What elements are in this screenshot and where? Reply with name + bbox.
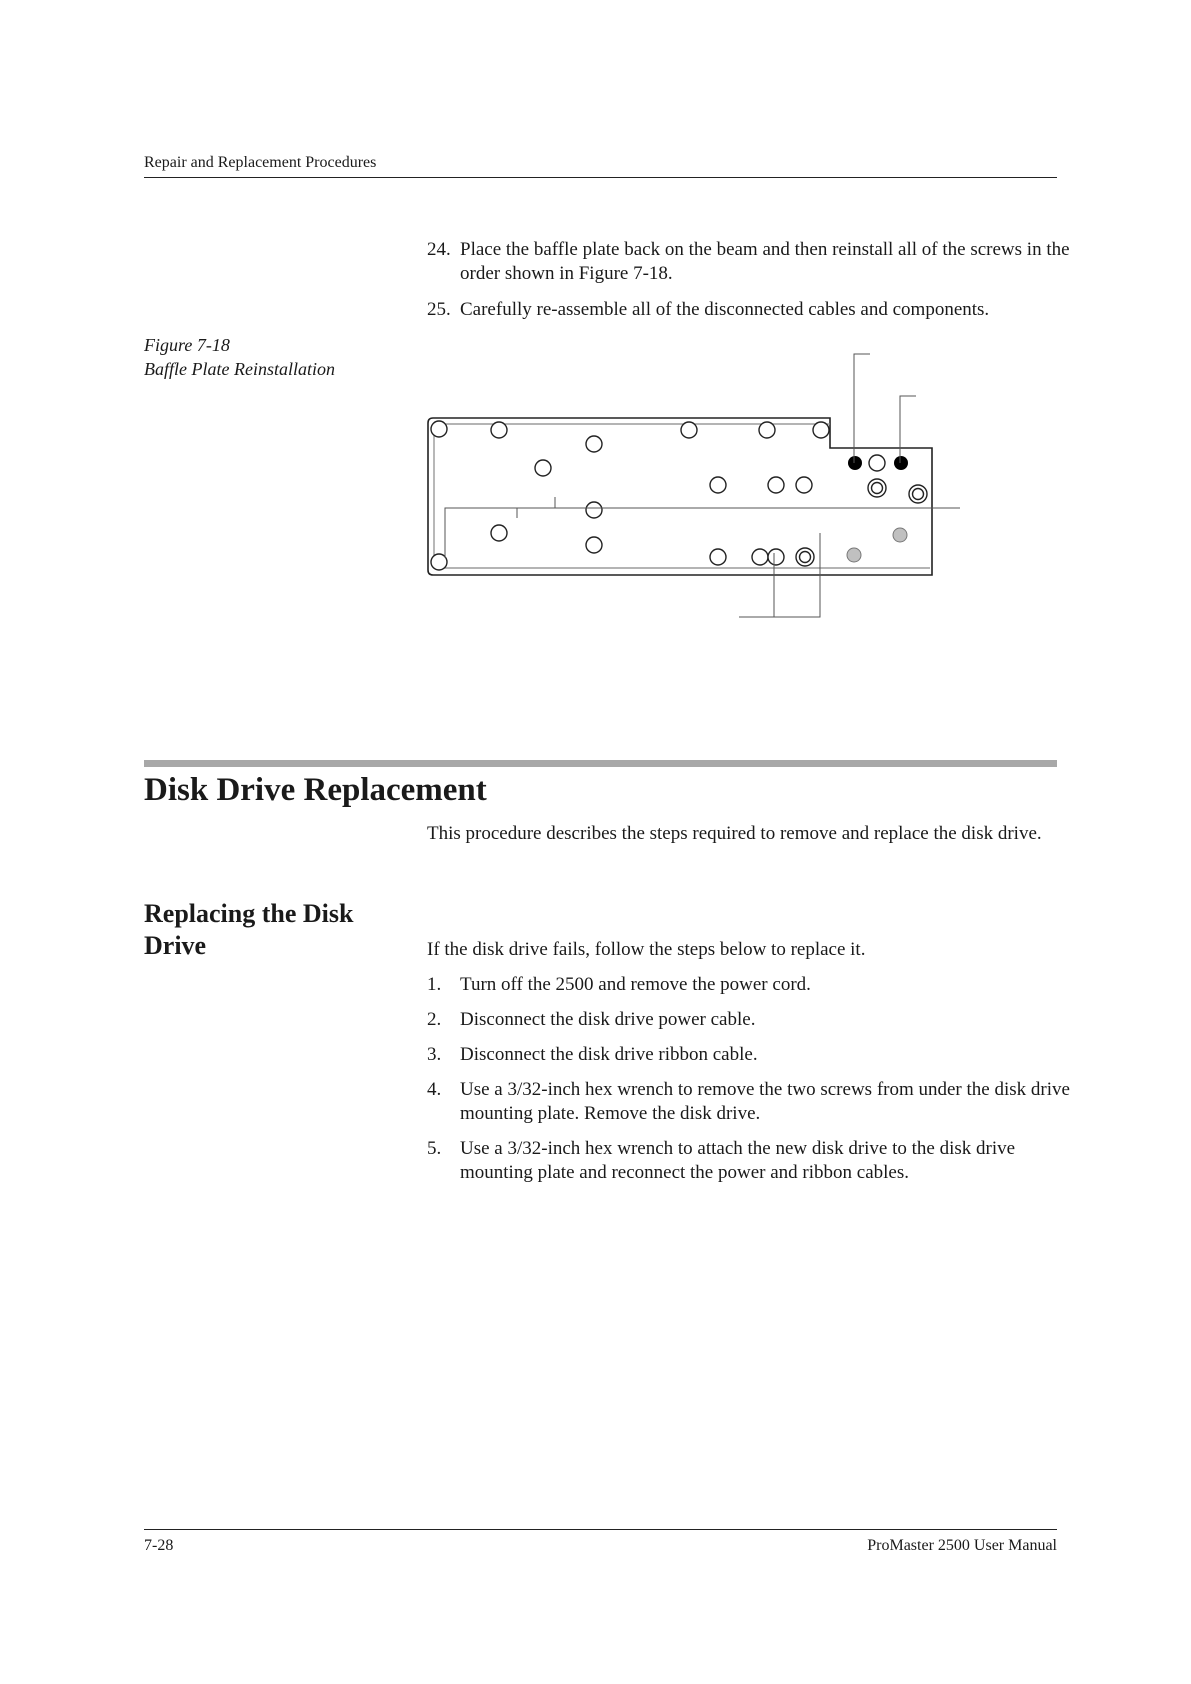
figure-number: Figure 7-18 (144, 335, 230, 355)
step-text: Place the baffle plate back on the beam and then reinstall all of the screws in the order shown in Figure 7-18. (460, 239, 1070, 284)
screw-hole (869, 455, 885, 471)
step-text: Disconnect the disk drive ribbon cable. (460, 1044, 758, 1065)
screw-hole (759, 422, 775, 438)
screw-hole (681, 422, 697, 438)
leader-line-1 (854, 354, 870, 463)
header-rule (144, 177, 1057, 178)
screw-hole (710, 549, 726, 565)
baffle-plate-diagram (420, 340, 1000, 640)
step-number: 25. (427, 299, 451, 320)
step-number: 3. (427, 1044, 442, 1065)
step-number: 24. (427, 239, 451, 260)
step-text: Carefully re-assemble all of the disconnected cables and components. (460, 299, 990, 320)
screw-hole (586, 502, 602, 518)
screw-hole (813, 422, 829, 438)
section-intro: This procedure describes the steps required to remove and replace the disk drive. (427, 823, 1042, 844)
section-title: Disk Drive Replacement (144, 772, 487, 808)
screw-hole (491, 525, 507, 541)
screw-hole (491, 422, 507, 438)
step-text: Turn off the 2500 and remove the power cord. (460, 974, 811, 995)
step-text: Use a 3/32-inch hex wrench to attach the new disk drive to the disk drive mounting plate and reconnect the power and ribbon cables. (460, 1138, 1016, 1183)
screw-outer-ring (796, 548, 814, 566)
step-text: Use a 3/32-inch hex wrench to remove the two screws from under the disk drive mounting plate. Remove the disk drive. (460, 1079, 1070, 1124)
step-number: 2. (427, 1009, 442, 1030)
gray-screw (847, 548, 861, 562)
gray-screws (847, 528, 907, 562)
footer-rule (144, 1529, 1057, 1530)
double-ring-screws (796, 479, 927, 566)
step-number: 1. (427, 974, 442, 995)
page-number: 7-28 (144, 1537, 174, 1554)
step-number: 5. (427, 1138, 442, 1159)
screw-hole (796, 477, 812, 493)
filled-screw (894, 456, 908, 470)
plate-inner-edge (434, 424, 930, 568)
leader-line-3 (445, 508, 960, 558)
screw-hole (710, 477, 726, 493)
screw-hole (535, 460, 551, 476)
screw-hole (431, 421, 447, 437)
figure-title: Baffle Plate Reinstallation (144, 359, 335, 379)
open-screw-holes (431, 421, 885, 570)
figure-caption (144, 333, 335, 381)
running-head: Repair and Replacement Procedures (144, 154, 377, 171)
screw-hole (586, 537, 602, 553)
filled-screw (848, 456, 862, 470)
leader-line-2 (900, 396, 916, 463)
step-text: Disconnect the disk drive power cable. (460, 1009, 756, 1030)
gray-screw (893, 528, 907, 542)
step-number: 4. (427, 1079, 442, 1100)
section-divider (144, 760, 1057, 767)
subsection-lead: If the disk drive fails, follow the steps below to replace it. (427, 939, 866, 960)
screw-hole (752, 549, 768, 565)
screw-hole (586, 436, 602, 452)
screw-hole (768, 477, 784, 493)
screw-hole (768, 549, 784, 565)
screw-outer-ring (909, 485, 927, 503)
manual-title: ProMaster 2500 User Manual (867, 1537, 1057, 1554)
subsection-title: Replacing the Disk Drive (144, 899, 354, 960)
screw-outer-ring (868, 479, 886, 497)
